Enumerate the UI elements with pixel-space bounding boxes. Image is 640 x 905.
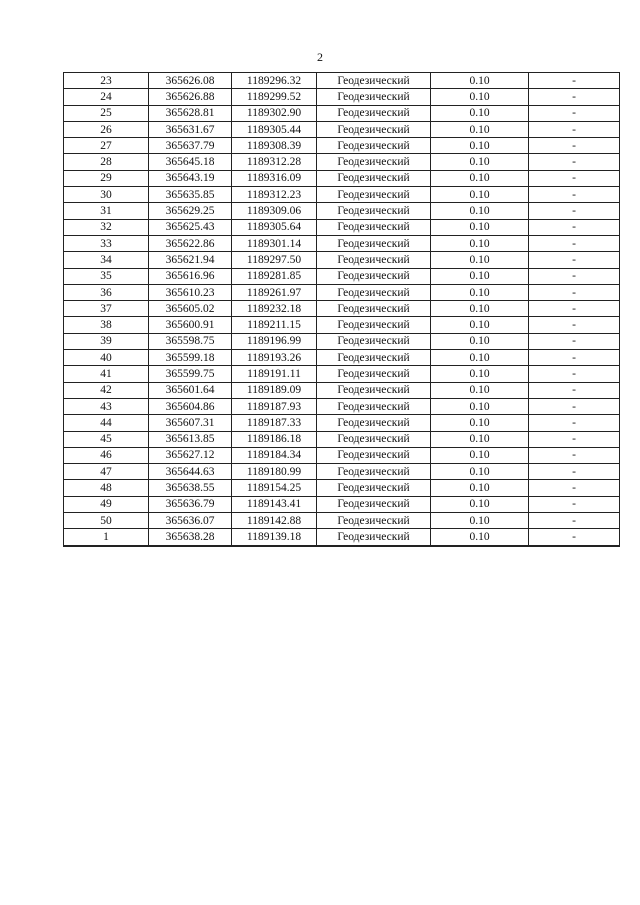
point-number-cell: 40 bbox=[64, 350, 149, 366]
point-number-cell: 31 bbox=[64, 203, 149, 219]
table-row bbox=[64, 464, 620, 480]
accuracy-cell: 0.10 bbox=[431, 219, 529, 235]
point-number-cell: 28 bbox=[64, 154, 149, 170]
method-cell: Геодезический bbox=[317, 382, 431, 398]
method-cell: Геодезический bbox=[317, 480, 431, 496]
point-number-cell: 29 bbox=[64, 170, 149, 186]
point-number-cell: 42 bbox=[64, 382, 149, 398]
method-cell: Геодезический bbox=[317, 496, 431, 512]
method-cell: Геодезический bbox=[317, 89, 431, 105]
point-number-cell: 24 bbox=[64, 89, 149, 105]
accuracy-cell: 0.10 bbox=[431, 203, 529, 219]
point-number-cell: 26 bbox=[64, 121, 149, 137]
accuracy-cell: 0.10 bbox=[431, 268, 529, 284]
method-cell: Геодезический bbox=[317, 366, 431, 382]
x-coordinate-cell: 365621.94 bbox=[149, 252, 232, 268]
y-coordinate-cell: 1189139.18 bbox=[232, 529, 317, 546]
y-coordinate-cell: 1189154.25 bbox=[232, 480, 317, 496]
description-cell: - bbox=[529, 496, 620, 512]
method-cell: Геодезический bbox=[317, 73, 431, 89]
point-number-cell: 46 bbox=[64, 447, 149, 463]
x-coordinate-cell: 365605.02 bbox=[149, 301, 232, 317]
method-cell: Геодезический bbox=[317, 203, 431, 219]
description-cell: - bbox=[529, 203, 620, 219]
y-coordinate-cell: 1189305.44 bbox=[232, 121, 317, 137]
table-row bbox=[64, 268, 620, 284]
table-row bbox=[64, 170, 620, 186]
x-coordinate-cell: 365644.63 bbox=[149, 464, 232, 480]
point-number-cell: 39 bbox=[64, 333, 149, 349]
x-coordinate-cell: 365638.28 bbox=[149, 529, 232, 546]
point-number-cell: 44 bbox=[64, 415, 149, 431]
method-cell: Геодезический bbox=[317, 187, 431, 203]
point-number-cell: 47 bbox=[64, 464, 149, 480]
table-row bbox=[64, 284, 620, 300]
table-row bbox=[64, 235, 620, 251]
table-row bbox=[64, 219, 620, 235]
method-cell: Геодезический bbox=[317, 333, 431, 349]
accuracy-cell: 0.10 bbox=[431, 73, 529, 89]
y-coordinate-cell: 1189312.23 bbox=[232, 187, 317, 203]
table-row bbox=[64, 496, 620, 512]
description-cell: - bbox=[529, 73, 620, 89]
point-number-cell: 45 bbox=[64, 431, 149, 447]
x-coordinate-cell: 365628.81 bbox=[149, 105, 232, 121]
x-coordinate-cell: 365604.86 bbox=[149, 398, 232, 414]
point-number-cell: 25 bbox=[64, 105, 149, 121]
y-coordinate-cell: 1189261.97 bbox=[232, 284, 317, 300]
method-cell: Геодезический bbox=[317, 415, 431, 431]
accuracy-cell: 0.10 bbox=[431, 105, 529, 121]
table-row bbox=[64, 431, 620, 447]
page-number: 2 bbox=[317, 50, 323, 64]
description-cell: - bbox=[529, 219, 620, 235]
table-row bbox=[64, 89, 620, 105]
y-coordinate-cell: 1189143.41 bbox=[232, 496, 317, 512]
table-row bbox=[64, 121, 620, 137]
description-cell: - bbox=[529, 398, 620, 414]
y-coordinate-cell: 1189316.09 bbox=[232, 170, 317, 186]
point-number-cell: 1 bbox=[64, 529, 149, 546]
description-cell: - bbox=[529, 333, 620, 349]
accuracy-cell: 0.10 bbox=[431, 415, 529, 431]
point-number-cell: 36 bbox=[64, 284, 149, 300]
x-coordinate-cell: 365631.67 bbox=[149, 121, 232, 137]
method-cell: Геодезический bbox=[317, 154, 431, 170]
y-coordinate-cell: 1189301.14 bbox=[232, 235, 317, 251]
coordinates-table-body bbox=[64, 73, 620, 546]
y-coordinate-cell: 1189211.15 bbox=[232, 317, 317, 333]
accuracy-cell: 0.10 bbox=[431, 89, 529, 105]
point-number-cell: 50 bbox=[64, 513, 149, 529]
x-coordinate-cell: 365643.19 bbox=[149, 170, 232, 186]
point-number-cell: 30 bbox=[64, 187, 149, 203]
x-coordinate-cell: 365613.85 bbox=[149, 431, 232, 447]
method-cell: Геодезический bbox=[317, 219, 431, 235]
y-coordinate-cell: 1189297.50 bbox=[232, 252, 317, 268]
method-cell: Геодезический bbox=[317, 350, 431, 366]
accuracy-cell: 0.10 bbox=[431, 529, 529, 546]
x-coordinate-cell: 365636.79 bbox=[149, 496, 232, 512]
y-coordinate-cell: 1189308.39 bbox=[232, 138, 317, 154]
accuracy-cell: 0.10 bbox=[431, 317, 529, 333]
description-cell: - bbox=[529, 350, 620, 366]
x-coordinate-cell: 365629.25 bbox=[149, 203, 232, 219]
accuracy-cell: 0.10 bbox=[431, 366, 529, 382]
description-cell: - bbox=[529, 235, 620, 251]
accuracy-cell: 0.10 bbox=[431, 398, 529, 414]
description-cell: - bbox=[529, 415, 620, 431]
table-row bbox=[64, 415, 620, 431]
x-coordinate-cell: 365625.43 bbox=[149, 219, 232, 235]
description-cell: - bbox=[529, 464, 620, 480]
table-row bbox=[64, 398, 620, 414]
table-row bbox=[64, 105, 620, 121]
y-coordinate-cell: 1189196.99 bbox=[232, 333, 317, 349]
y-coordinate-cell: 1189281.85 bbox=[232, 268, 317, 284]
coordinates-table bbox=[63, 72, 620, 547]
accuracy-cell: 0.10 bbox=[431, 431, 529, 447]
description-cell: - bbox=[529, 187, 620, 203]
table-row bbox=[64, 252, 620, 268]
description-cell: - bbox=[529, 317, 620, 333]
description-cell: - bbox=[529, 252, 620, 268]
description-cell: - bbox=[529, 513, 620, 529]
method-cell: Геодезический bbox=[317, 284, 431, 300]
x-coordinate-cell: 365610.23 bbox=[149, 284, 232, 300]
method-cell: Геодезический bbox=[317, 268, 431, 284]
x-coordinate-cell: 365626.88 bbox=[149, 89, 232, 105]
description-cell: - bbox=[529, 366, 620, 382]
description-cell: - bbox=[529, 301, 620, 317]
y-coordinate-cell: 1189302.90 bbox=[232, 105, 317, 121]
method-cell: Геодезический bbox=[317, 138, 431, 154]
x-coordinate-cell: 365601.64 bbox=[149, 382, 232, 398]
method-cell: Геодезический bbox=[317, 529, 431, 546]
x-coordinate-cell: 365636.07 bbox=[149, 513, 232, 529]
x-coordinate-cell: 365626.08 bbox=[149, 73, 232, 89]
y-coordinate-cell: 1189305.64 bbox=[232, 219, 317, 235]
point-number-cell: 41 bbox=[64, 366, 149, 382]
y-coordinate-cell: 1189142.88 bbox=[232, 513, 317, 529]
table-row bbox=[64, 480, 620, 496]
y-coordinate-cell: 1189184.34 bbox=[232, 447, 317, 463]
x-coordinate-cell: 365616.96 bbox=[149, 268, 232, 284]
point-number-cell: 43 bbox=[64, 398, 149, 414]
accuracy-cell: 0.10 bbox=[431, 513, 529, 529]
y-coordinate-cell: 1189187.93 bbox=[232, 398, 317, 414]
method-cell: Геодезический bbox=[317, 513, 431, 529]
accuracy-cell: 0.10 bbox=[431, 284, 529, 300]
table-row bbox=[64, 138, 620, 154]
y-coordinate-cell: 1189186.18 bbox=[232, 431, 317, 447]
table-row bbox=[64, 317, 620, 333]
point-number-cell: 23 bbox=[64, 73, 149, 89]
y-coordinate-cell: 1189232.18 bbox=[232, 301, 317, 317]
accuracy-cell: 0.10 bbox=[431, 252, 529, 268]
method-cell: Геодезический bbox=[317, 464, 431, 480]
table-row bbox=[64, 382, 620, 398]
x-coordinate-cell: 365599.75 bbox=[149, 366, 232, 382]
accuracy-cell: 0.10 bbox=[431, 170, 529, 186]
point-number-cell: 32 bbox=[64, 219, 149, 235]
accuracy-cell: 0.10 bbox=[431, 235, 529, 251]
x-coordinate-cell: 365645.18 bbox=[149, 154, 232, 170]
y-coordinate-cell: 1189309.06 bbox=[232, 203, 317, 219]
table-row bbox=[64, 447, 620, 463]
accuracy-cell: 0.10 bbox=[431, 333, 529, 349]
description-cell: - bbox=[529, 170, 620, 186]
description-cell: - bbox=[529, 154, 620, 170]
table-row bbox=[64, 73, 620, 89]
point-number-cell: 33 bbox=[64, 235, 149, 251]
description-cell: - bbox=[529, 284, 620, 300]
method-cell: Геодезический bbox=[317, 431, 431, 447]
accuracy-cell: 0.10 bbox=[431, 382, 529, 398]
description-cell: - bbox=[529, 89, 620, 105]
point-number-cell: 35 bbox=[64, 268, 149, 284]
table-row bbox=[64, 513, 620, 529]
description-cell: - bbox=[529, 121, 620, 137]
description-cell: - bbox=[529, 431, 620, 447]
x-coordinate-cell: 365638.55 bbox=[149, 480, 232, 496]
accuracy-cell: 0.10 bbox=[431, 138, 529, 154]
accuracy-cell: 0.10 bbox=[431, 496, 529, 512]
accuracy-cell: 0.10 bbox=[431, 121, 529, 137]
point-number-cell: 34 bbox=[64, 252, 149, 268]
description-cell: - bbox=[529, 138, 620, 154]
point-number-cell: 37 bbox=[64, 301, 149, 317]
table-row bbox=[64, 366, 620, 382]
description-cell: - bbox=[529, 447, 620, 463]
y-coordinate-cell: 1189193.26 bbox=[232, 350, 317, 366]
method-cell: Геодезический bbox=[317, 317, 431, 333]
method-cell: Геодезический bbox=[317, 170, 431, 186]
x-coordinate-cell: 365627.12 bbox=[149, 447, 232, 463]
x-coordinate-cell: 365599.18 bbox=[149, 350, 232, 366]
method-cell: Геодезический bbox=[317, 121, 431, 137]
y-coordinate-cell: 1189187.33 bbox=[232, 415, 317, 431]
table-row bbox=[64, 187, 620, 203]
y-coordinate-cell: 1189189.09 bbox=[232, 382, 317, 398]
x-coordinate-cell: 365637.79 bbox=[149, 138, 232, 154]
description-cell: - bbox=[529, 529, 620, 546]
table-row bbox=[64, 154, 620, 170]
y-coordinate-cell: 1189299.52 bbox=[232, 89, 317, 105]
table-row bbox=[64, 301, 620, 317]
description-cell: - bbox=[529, 382, 620, 398]
point-number-cell: 49 bbox=[64, 496, 149, 512]
accuracy-cell: 0.10 bbox=[431, 480, 529, 496]
point-number-cell: 48 bbox=[64, 480, 149, 496]
accuracy-cell: 0.10 bbox=[431, 301, 529, 317]
description-cell: - bbox=[529, 268, 620, 284]
accuracy-cell: 0.10 bbox=[431, 464, 529, 480]
point-number-cell: 38 bbox=[64, 317, 149, 333]
y-coordinate-cell: 1189296.32 bbox=[232, 73, 317, 89]
description-cell: - bbox=[529, 105, 620, 121]
x-coordinate-cell: 365600.91 bbox=[149, 317, 232, 333]
method-cell: Геодезический bbox=[317, 301, 431, 317]
x-coordinate-cell: 365635.85 bbox=[149, 187, 232, 203]
accuracy-cell: 0.10 bbox=[431, 154, 529, 170]
x-coordinate-cell: 365607.31 bbox=[149, 415, 232, 431]
table-row bbox=[64, 333, 620, 349]
table-row bbox=[64, 203, 620, 219]
point-number-cell: 27 bbox=[64, 138, 149, 154]
y-coordinate-cell: 1189191.11 bbox=[232, 366, 317, 382]
accuracy-cell: 0.10 bbox=[431, 187, 529, 203]
y-coordinate-cell: 1189180.99 bbox=[232, 464, 317, 480]
method-cell: Геодезический bbox=[317, 252, 431, 268]
description-cell: - bbox=[529, 480, 620, 496]
method-cell: Геодезический bbox=[317, 235, 431, 251]
table-row bbox=[64, 350, 620, 366]
accuracy-cell: 0.10 bbox=[431, 447, 529, 463]
method-cell: Геодезический bbox=[317, 447, 431, 463]
y-coordinate-cell: 1189312.28 bbox=[232, 154, 317, 170]
x-coordinate-cell: 365622.86 bbox=[149, 235, 232, 251]
x-coordinate-cell: 365598.75 bbox=[149, 333, 232, 349]
method-cell: Геодезический bbox=[317, 105, 431, 121]
accuracy-cell: 0.10 bbox=[431, 350, 529, 366]
table-row bbox=[64, 529, 620, 546]
method-cell: Геодезический bbox=[317, 398, 431, 414]
